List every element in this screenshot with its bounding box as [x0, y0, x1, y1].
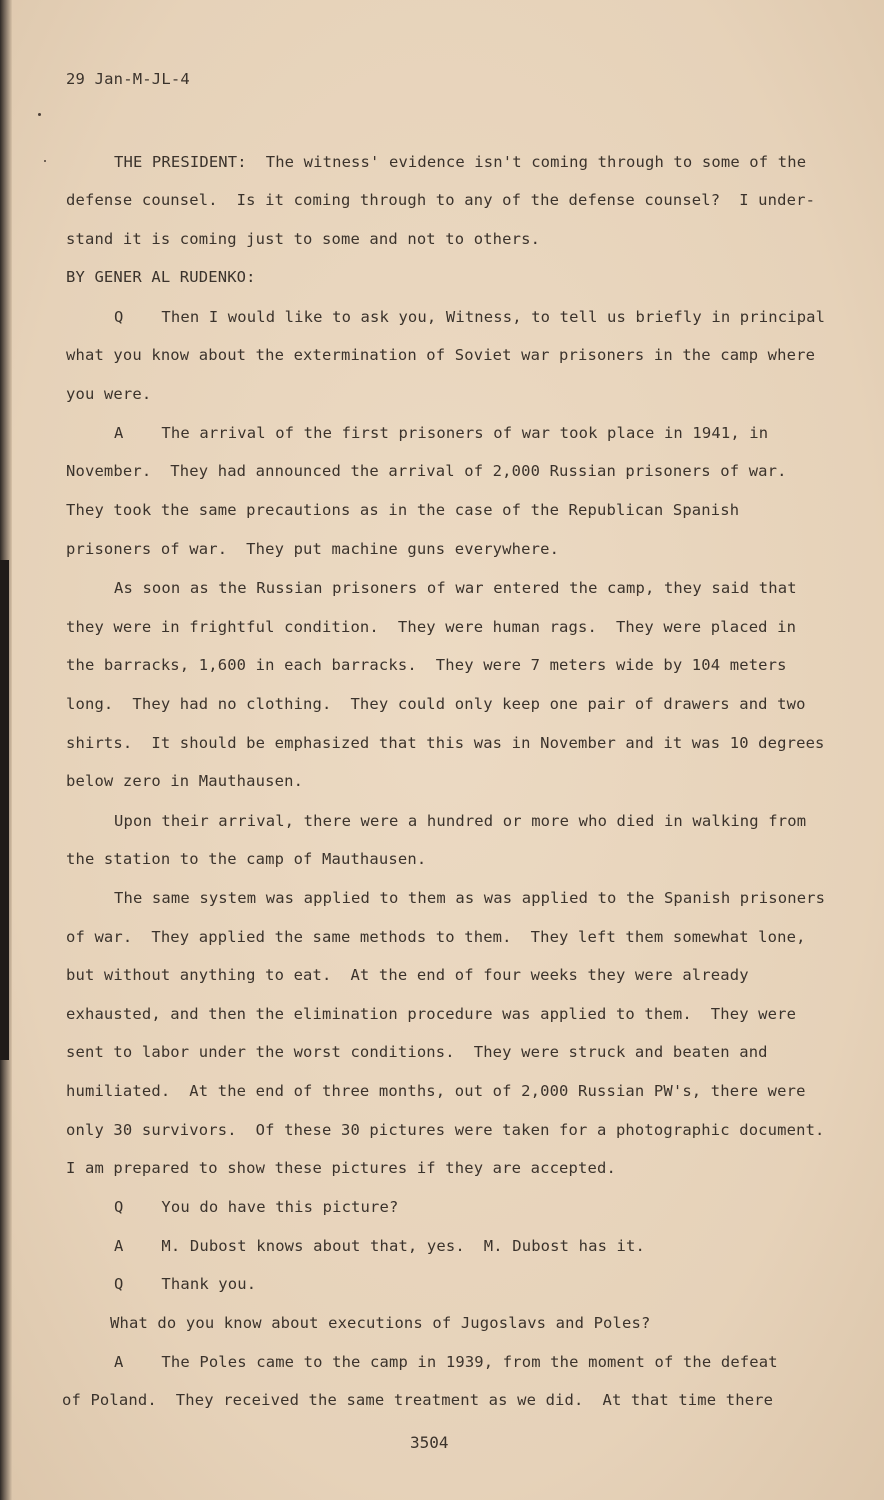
text-line-15: long. They had no clothing. They could only keep one pair of drawers and two: [66, 695, 806, 713]
text-line-30: Q Thank you.: [114, 1275, 257, 1293]
text-line-25: humiliated. At the end of three months, out of 2,000 Russian PW's, there were: [66, 1082, 806, 1100]
text-line-18: Upon their arrival, there were a hundred or more who died in walking from: [114, 812, 807, 830]
ink-speck: [38, 113, 41, 116]
text-line-19: the station to the camp of Mauthausen.: [66, 850, 427, 868]
text-line-1: THE PRESIDENT: The witness' evidence isn't coming through to some of the: [114, 153, 807, 171]
text-line-32: A The Poles came to the camp in 1939, from the moment of the defeat: [114, 1353, 778, 1371]
document-reference: 29 Jan-M-JL-4: [66, 70, 190, 88]
text-line-8: A The arrival of the first prisoners of war took place in 1941, in: [114, 424, 769, 442]
text-line-17: below zero in Mauthausen.: [66, 772, 304, 790]
ink-speck: [44, 160, 46, 162]
text-line-22: but without anything to eat. At the end of four weeks they were already: [66, 966, 749, 984]
page-number: 3504: [410, 1433, 449, 1452]
text-line-28: Q You do have this picture?: [114, 1198, 399, 1216]
text-line-33: of Poland. They received the same treatment as we did. At that time there: [62, 1391, 774, 1409]
text-line-16: shirts. It should be emphasized that this was in November and it was 10 degrees: [66, 734, 825, 752]
text-line-7: you were.: [66, 385, 152, 403]
text-line-27: I am prepared to show these pictures if they are accepted.: [66, 1159, 616, 1177]
text-line-3: stand it is coming just to some and not to others.: [66, 230, 541, 248]
text-line-23: exhausted, and then the elimination procedure was applied to them. They were: [66, 1005, 797, 1023]
text-line-2: defense counsel. Is it coming through to any of the defense counsel? I under-: [66, 191, 816, 209]
text-line-31: What do you know about executions of Jugoslavs and Poles?: [110, 1314, 651, 1332]
text-line-5: Q Then I would like to ask you, Witness, to tell us briefly in principal: [114, 308, 826, 326]
text-line-21: of war. They applied the same methods to them. They left them somewhat lone,: [66, 928, 806, 946]
page-binding-shadow: [0, 560, 9, 1060]
text-line-4: BY GENER AL RUDENKO:: [66, 268, 256, 286]
text-line-13: they were in frightful condition. They were human rags. They were placed in: [66, 618, 797, 636]
text-line-11: prisoners of war. They put machine guns everywhere.: [66, 540, 560, 558]
text-line-6: what you know about the extermination of Soviet war prisoners in the camp where: [66, 346, 816, 364]
text-line-14: the barracks, 1,600 in each barracks. They were 7 meters wide by 104 meters: [66, 656, 787, 674]
text-line-29: A M. Dubost knows about that, yes. M. Dubost has it.: [114, 1237, 645, 1255]
text-line-26: only 30 survivors. Of these 30 pictures were taken for a photographic document.: [66, 1121, 825, 1139]
text-line-24: sent to labor under the worst conditions. They were struck and beaten and: [66, 1043, 768, 1061]
text-line-20: The same system was applied to them as was applied to the Spanish prisoners: [114, 889, 826, 907]
text-line-10: They took the same precautions as in the case of the Republican Spanish: [66, 501, 740, 519]
text-line-12: As soon as the Russian prisoners of war entered the camp, they said that: [114, 579, 797, 597]
text-line-9: November. They had announced the arrival of 2,000 Russian prisoners of war.: [66, 462, 787, 480]
